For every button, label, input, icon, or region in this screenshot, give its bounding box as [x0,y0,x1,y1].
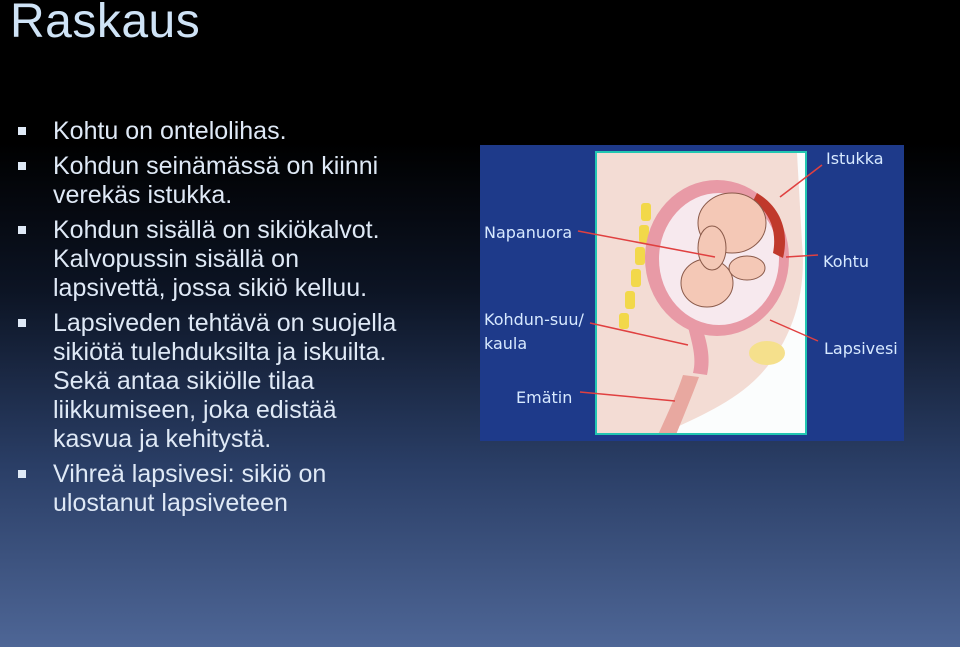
bullet-item [18,152,418,210]
bullet-text: Kohdun sisällä on sikiökalvot. Kalvopussin sisällä on lapsivettä, jossa sikiö kelluu. [53,216,380,302]
pregnancy-anatomy-figure [480,145,904,441]
bullet-text: Kohdun seinämässä on kiinni verekäs istukka. [53,152,379,209]
bullet-text: Lapsiveden tehtävä on suojella sikiötä tulehduksilta ja iskuilta. Sekä antaa sikiölle tilaa liikkumiseen, joka edistää kasvua ja kehitystä. [53,309,397,453]
bullet-list [18,117,418,524]
slide-title: Raskaus [10,0,201,48]
bullet-square-icon [18,470,26,478]
label-kaula: kaula [484,334,528,353]
label-lapsivesi: Lapsivesi [824,339,898,358]
bullet-item [18,216,418,303]
bullet-text: Kohtu on ontelolihas. [53,117,287,145]
bullet-item [18,309,418,454]
label-ematin: Emätin [516,388,573,407]
bullet-item [18,460,418,518]
bullet-square-icon [18,319,26,327]
label-istukka: Istukka [826,149,884,168]
bullet-square-icon [18,162,26,170]
bullet-item [18,117,418,146]
bullet-text: Vihreä lapsivesi: sikiö on ulostanut lapsiveteen [53,460,327,517]
bullet-square-icon [18,226,26,234]
label-napanuora: Napanuora [484,223,573,242]
label-kohtu: Kohtu [823,252,870,271]
bullet-square-icon [18,127,26,135]
label-kohdunsuu: Kohdun-suu/ [484,310,584,329]
